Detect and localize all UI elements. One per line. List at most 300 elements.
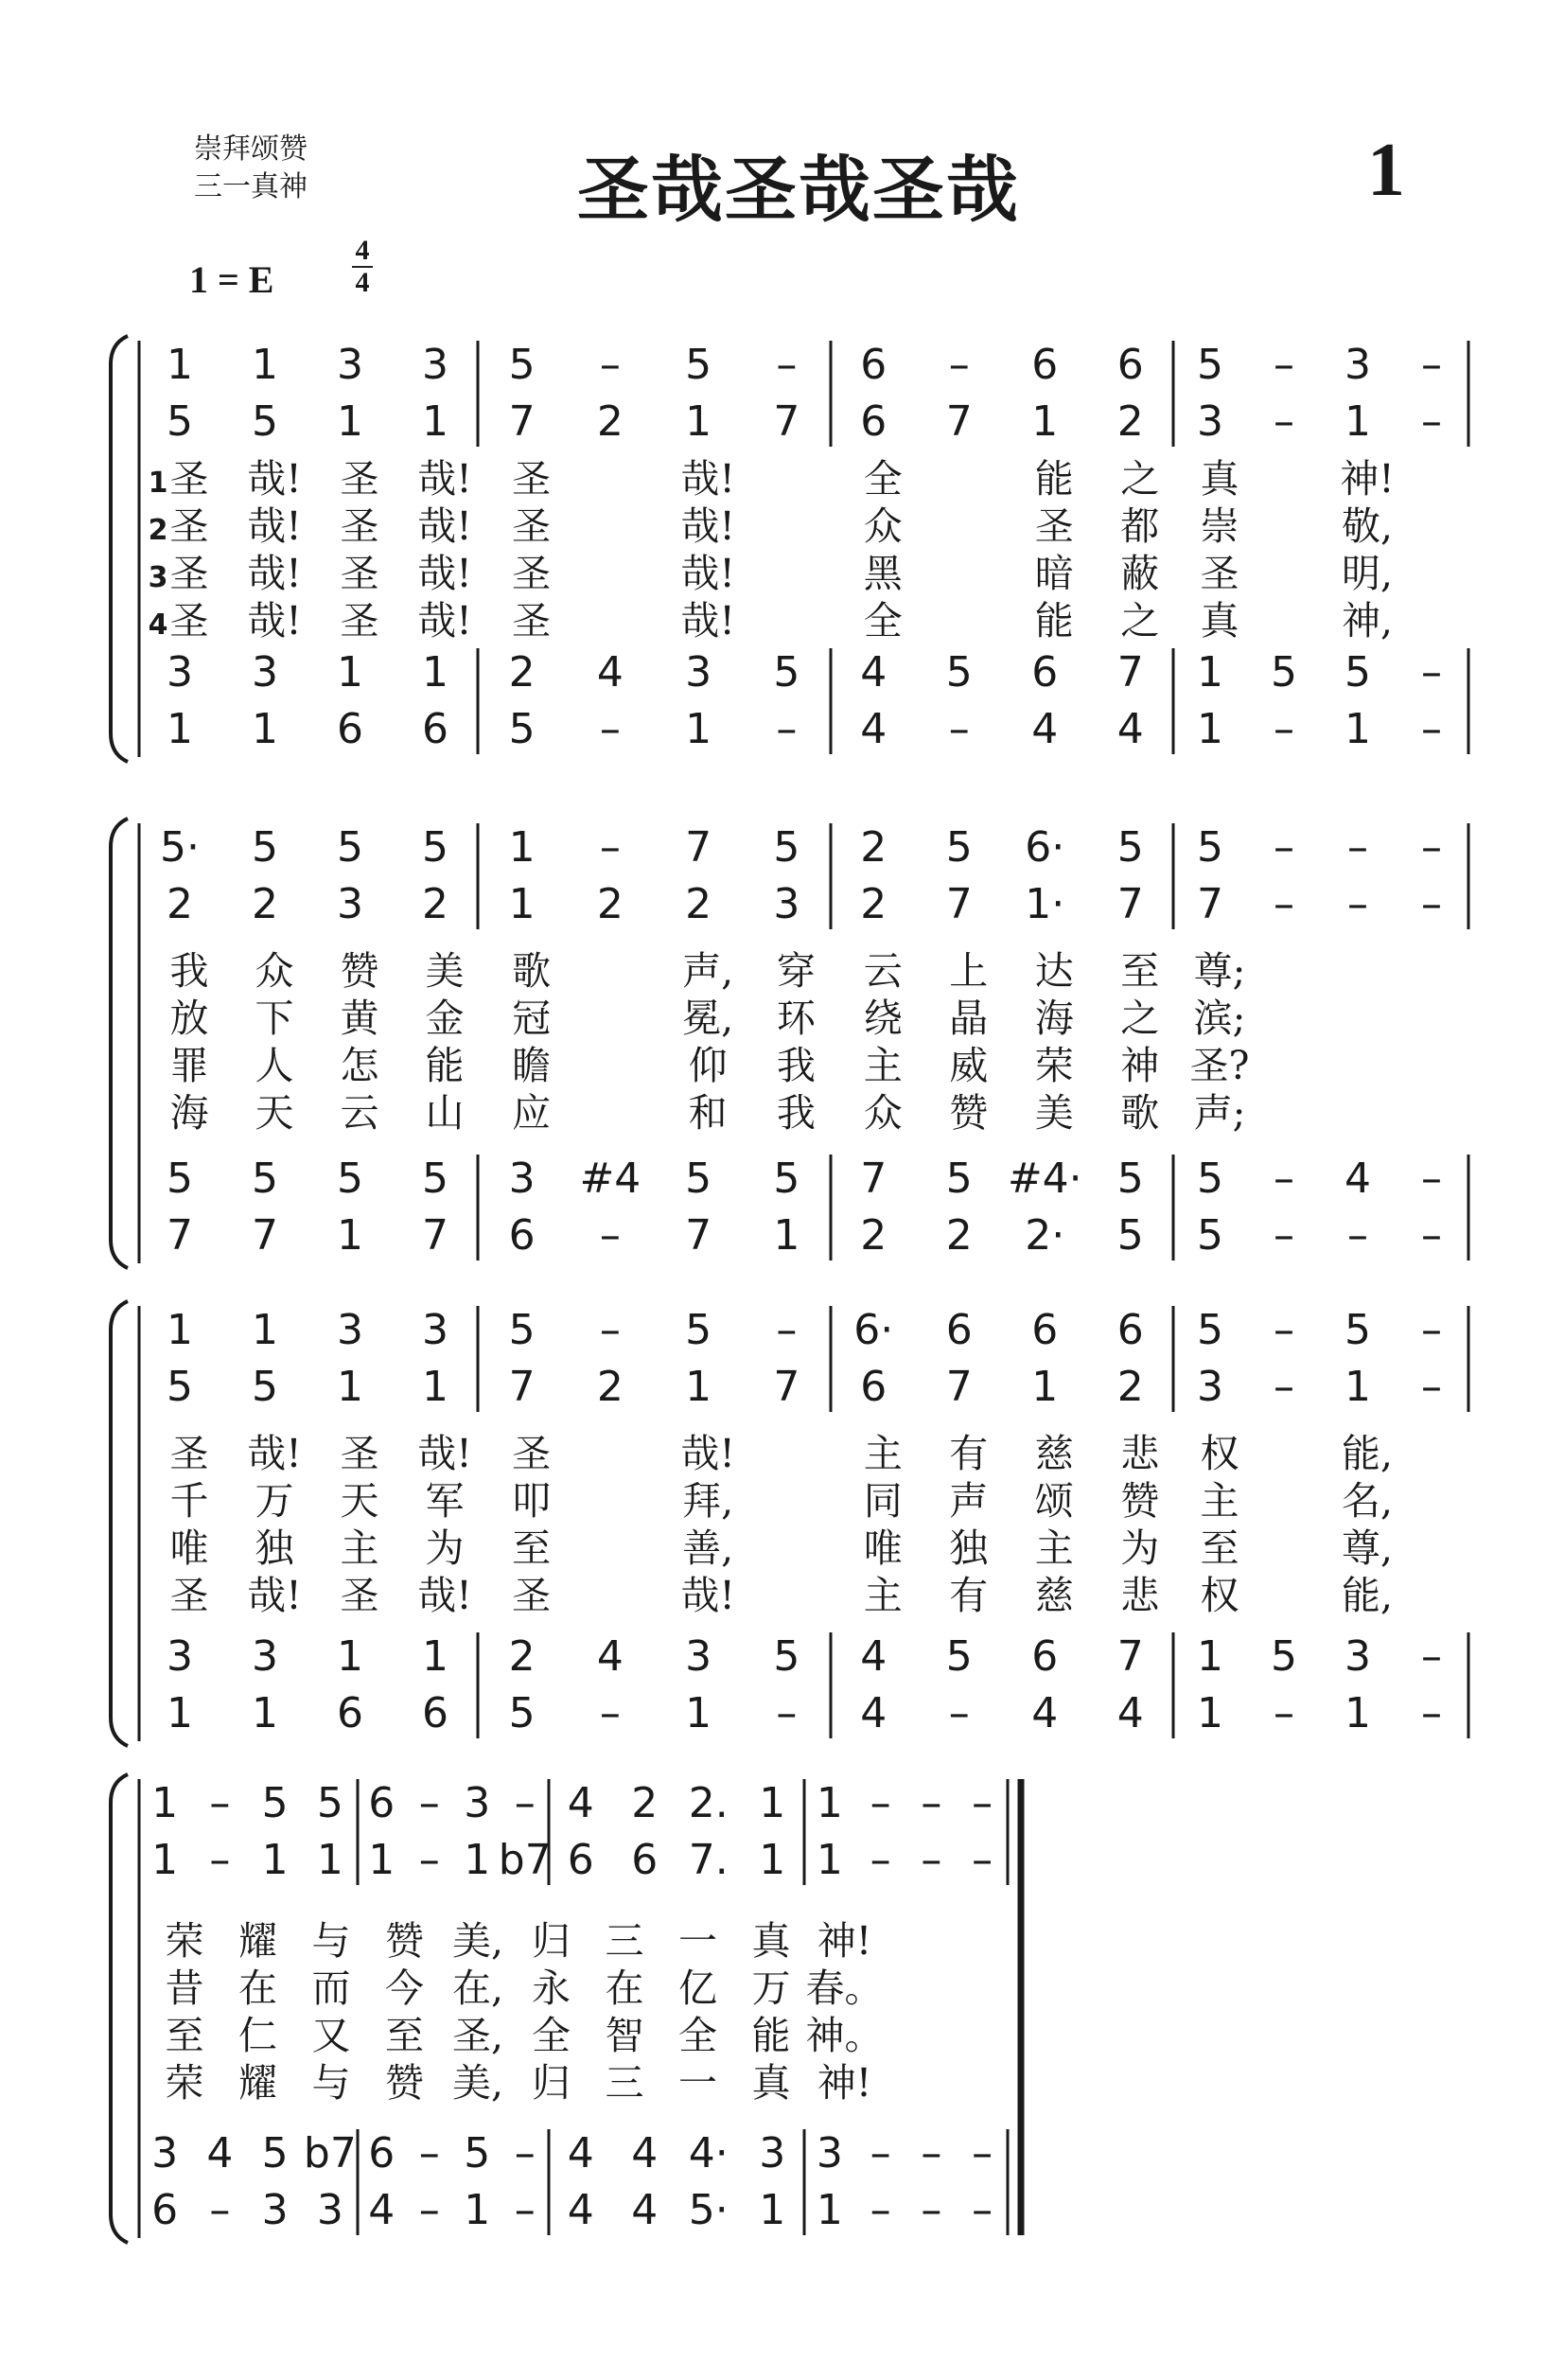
lyric-syllable: 在 (238, 1966, 277, 2011)
lyric-syllable: 歌 (1120, 1090, 1160, 1136)
note-alto: 1 (1031, 1363, 1059, 1411)
note-tenor: 7 (1116, 1632, 1144, 1681)
note-tenor: 1 (422, 648, 448, 696)
lyric-syllable: 圣 (169, 1431, 209, 1476)
note-bass: 6 (422, 705, 448, 753)
lyric-syllable: 众 (255, 948, 294, 994)
system-bracket (111, 1301, 128, 1746)
system-bracket (111, 819, 128, 1268)
lyric-syllable: 归 (532, 1918, 571, 1964)
note-soprano: 5 (252, 823, 278, 872)
lyric-syllable: 圣 (1034, 503, 1074, 549)
note-bass: 2 (860, 1211, 887, 1260)
lyric-syllable: 全 (678, 2013, 717, 2058)
lyric-syllable: 圣 (512, 503, 552, 549)
note-bass: 7 (252, 1211, 278, 1260)
note-alto: – (418, 1836, 440, 1884)
note-bass: – (776, 1689, 798, 1737)
lyric-syllable: 赞 (949, 1090, 989, 1136)
lyric-syllable: 一 (678, 2060, 717, 2106)
note-bass: 1 (1344, 705, 1371, 753)
lyric-syllable: 哉! (417, 456, 472, 502)
note-bass: – (1421, 705, 1442, 753)
lyric-syllable: 环 (776, 996, 816, 1041)
note-alto: 1 (151, 1836, 179, 1884)
lyric-syllable: 放 (169, 996, 209, 1041)
note-bass: – (599, 705, 621, 753)
note-alto: 6 (860, 397, 887, 446)
lyric-syllable: 荣 (165, 2060, 204, 2106)
verse-number: 1 (148, 467, 168, 500)
category-label: 崇拜颂赞 (194, 132, 308, 166)
note-alto: 3 (337, 880, 363, 928)
lyric-syllable: 与 (311, 1918, 351, 1964)
note-tenor: 5 (945, 648, 973, 696)
note-alto: 1 (685, 397, 712, 446)
note-soprano: – (870, 1779, 891, 1827)
note-bass: 5 (1116, 1211, 1144, 1260)
note-soprano: – (1274, 823, 1294, 872)
note-soprano: 6· (1025, 823, 1065, 872)
note-tenor: 3 (252, 648, 278, 696)
note-soprano: 5 (1116, 823, 1144, 872)
lyric-syllable: 尊; (1193, 948, 1246, 994)
time-top: 4 (355, 235, 370, 266)
note-alto: 1 (316, 1836, 343, 1884)
lyric-syllable: 军 (425, 1478, 465, 1524)
lyric-syllable: 哉! (680, 598, 735, 643)
note-bass: – (1274, 1211, 1294, 1260)
note-bass: 1 (167, 1689, 193, 1737)
lyric-syllable: 永 (532, 1966, 571, 2011)
note-tenor: 3 (759, 2129, 786, 2177)
note-tenor: 5 (773, 1632, 800, 1681)
lyric-syllable: 独 (255, 1525, 294, 1571)
note-alto: 7 (1197, 880, 1223, 928)
note-soprano: 1 (816, 1779, 843, 1827)
note-tenor: 3 (252, 1632, 278, 1681)
note-bass: – (209, 2186, 231, 2234)
note-alto: 7 (1116, 880, 1144, 928)
lyric-syllable: 全 (532, 2013, 571, 2058)
note-soprano: – (1421, 823, 1442, 872)
note-alto: – (1421, 1363, 1442, 1411)
lyric-syllable: 哉! (680, 456, 735, 502)
lyric-syllable: 我 (776, 1090, 816, 1136)
note-soprano: 5· (160, 823, 200, 872)
note-soprano: – (1274, 341, 1294, 389)
note-bass: – (776, 705, 798, 753)
note-alto: 6 (631, 1836, 659, 1884)
lyric-syllable: 圣 (340, 551, 379, 596)
lyric-syllable: 赞 (1120, 1478, 1160, 1524)
note-alto: 5 (252, 397, 278, 446)
lyric-syllable: 下 (255, 996, 294, 1041)
lyric-syllable: 明, (1341, 551, 1394, 596)
note-tenor: 5 (1344, 648, 1371, 696)
note-alto: 2 (252, 880, 278, 928)
note-alto: 1 (508, 880, 536, 928)
note-alto: 1 (685, 1363, 712, 1411)
lyric-syllable: 尊, (1341, 1525, 1394, 1571)
lyric-syllable: 都 (1120, 503, 1160, 549)
note-soprano: 5 (1197, 341, 1223, 389)
note-alto: 1 (1344, 1363, 1371, 1411)
lyric-syllable: 声, (682, 948, 734, 994)
note-alto: 7 (773, 397, 800, 446)
lyric-syllable: 之 (1120, 456, 1160, 502)
note-soprano: 6 (1031, 341, 1059, 389)
note-soprano: – (776, 1306, 798, 1354)
note-bass: 4 (1116, 1689, 1144, 1737)
lyric-syllable: 圣 (340, 598, 379, 643)
lyric-syllable: 全 (863, 598, 903, 643)
lyric-syllable: 圣 (512, 551, 552, 596)
note-tenor: 5 (945, 1155, 973, 1203)
lyric-syllable: 荣 (165, 1918, 204, 1964)
note-soprano: 6· (853, 1306, 894, 1354)
note-alto: 7. (688, 1836, 729, 1884)
note-tenor: 4 (567, 2129, 594, 2177)
note-alto: 6 (567, 1836, 594, 1884)
note-alto: 2 (1116, 397, 1144, 446)
note-soprano: 5 (422, 823, 448, 872)
note-alto: b7 (498, 1836, 552, 1884)
note-soprano: 3 (1344, 341, 1371, 389)
lyric-syllable: 三 (605, 2060, 644, 2106)
note-tenor: 4 (860, 1632, 887, 1681)
lyric-syllable: 拜, (682, 1478, 734, 1524)
note-tenor: – (1274, 1155, 1294, 1203)
lyric-syllable: 能, (1341, 1573, 1394, 1618)
lyric-syllable: 昔 (165, 1966, 204, 2011)
note-bass: 1 (685, 1689, 712, 1737)
note-alto: 3 (773, 880, 800, 928)
lyric-syllable: 哉! (247, 1573, 302, 1618)
lyric-syllable: 耀 (238, 1918, 277, 1964)
note-tenor: 6 (368, 2129, 395, 2177)
lyric-syllable: 至 (385, 2013, 424, 2058)
lyric-syllable: 美 (425, 948, 465, 994)
note-soprano: – (1347, 823, 1368, 872)
note-alto: 3 (1197, 397, 1223, 446)
note-tenor: 1 (422, 1632, 448, 1681)
note-soprano: – (972, 1779, 993, 1827)
lyric-syllable: 瞻 (512, 1043, 552, 1088)
lyric-syllable: 亿 (678, 1966, 717, 2011)
lyric-syllable: 我 (169, 948, 209, 994)
note-bass: 6 (508, 1211, 536, 1260)
note-alto: 1 (337, 397, 363, 446)
lyric-syllable: 敬, (1341, 503, 1394, 549)
note-alto: 2 (596, 880, 624, 928)
lyric-syllable: 哉! (247, 1431, 302, 1476)
lyric-syllable: 能 (1034, 598, 1074, 643)
note-bass: 3 (261, 2186, 289, 2234)
lyric-syllable: 天 (255, 1090, 294, 1136)
lyric-syllable: 赞 (385, 1918, 424, 1964)
lyric-syllable: 圣 (340, 456, 379, 502)
lyric-syllable: 绕 (863, 996, 903, 1041)
note-soprano: 3 (464, 1779, 491, 1827)
note-tenor: 1 (1197, 1632, 1223, 1681)
lyric-syllable: 一 (678, 1918, 717, 1964)
note-soprano: 5 (261, 1779, 289, 1827)
note-alto: – (1347, 880, 1368, 928)
lyric-syllable: 圣 (169, 551, 209, 596)
note-tenor: 4 (596, 1632, 624, 1681)
lyric-syllable: 能 (1034, 456, 1074, 502)
note-alto: – (1274, 880, 1294, 928)
note-alto: 7 (508, 1363, 536, 1411)
note-bass: – (972, 2186, 993, 2234)
note-soprano: – (599, 1306, 621, 1354)
note-alto: 7 (945, 1363, 973, 1411)
note-bass: 1 (1344, 1689, 1371, 1737)
note-alto: 7 (773, 1363, 800, 1411)
lyric-syllable: 哉! (680, 1573, 735, 1618)
lyric-syllable: 与 (311, 2060, 351, 2106)
lyric-syllable: 慈 (1034, 1573, 1074, 1618)
note-bass: 4 (631, 2186, 659, 2234)
note-alto: 2 (596, 397, 624, 446)
lyric-syllable: 真 (1200, 456, 1239, 502)
note-bass: – (948, 705, 970, 753)
note-bass: – (514, 2186, 536, 2234)
note-bass: 7 (685, 1211, 712, 1260)
lyric-syllable: 仰 (688, 1043, 728, 1088)
note-tenor: 5 (337, 1155, 363, 1203)
lyric-syllable: 美 (1034, 1090, 1074, 1136)
note-alto: – (921, 1836, 942, 1884)
lyric-syllable: 同 (863, 1478, 903, 1524)
note-alto: 2 (1116, 1363, 1144, 1411)
note-tenor: 5 (261, 2129, 289, 2177)
note-tenor: 1 (337, 648, 363, 696)
note-tenor: – (870, 2129, 891, 2177)
note-bass: 6 (151, 2186, 179, 2234)
lyric-syllable: 圣 (169, 1573, 209, 1618)
note-bass: 1 (685, 705, 712, 753)
lyric-syllable: 金 (425, 996, 465, 1041)
lyric-syllable: 冠 (512, 996, 552, 1041)
note-soprano: – (599, 341, 621, 389)
lyric-syllable: 今 (385, 1966, 424, 2011)
lyric-syllable: 之 (1120, 598, 1160, 643)
lyric-syllable: 悲 (1120, 1573, 1160, 1618)
note-bass: 1 (1197, 705, 1223, 753)
note-alto: 7 (945, 397, 973, 446)
note-soprano: 3 (337, 1306, 363, 1354)
note-tenor: – (972, 2129, 993, 2177)
note-alto: 1· (1025, 880, 1065, 928)
note-tenor: 3 (167, 1632, 193, 1681)
note-bass: 4 (567, 2186, 594, 2234)
note-bass: 5 (508, 1689, 536, 1737)
note-alto: 1 (1031, 397, 1059, 446)
note-alto: 1 (368, 1836, 395, 1884)
lyric-syllable: 神! (1340, 456, 1395, 502)
note-tenor: #4· (1007, 1155, 1082, 1203)
note-bass: 1 (252, 705, 278, 753)
lyric-syllable: 哉! (247, 598, 302, 643)
lyric-syllable: 又 (311, 2013, 351, 2058)
lyric-syllable: 之 (1120, 996, 1160, 1041)
note-soprano: – (776, 341, 798, 389)
note-tenor: 4 (206, 2129, 234, 2177)
note-tenor: #4 (579, 1155, 641, 1203)
lyric-syllable: 春。 (805, 1966, 884, 2011)
note-bass: 4 (368, 2186, 395, 2234)
note-soprano: 2. (688, 1779, 729, 1827)
lyric-syllable: 有 (949, 1431, 989, 1476)
note-soprano: 5 (685, 1306, 712, 1354)
lyric-syllable: 权 (1200, 1573, 1239, 1618)
note-tenor: 3 (508, 1155, 536, 1203)
lyric-syllable: 穿 (776, 948, 816, 994)
lyric-syllable: 声 (949, 1478, 989, 1524)
note-tenor: – (418, 2129, 440, 2177)
lyric-syllable: 至 (512, 1525, 552, 1571)
note-alto: 7 (945, 880, 973, 928)
note-alto: – (1274, 1363, 1294, 1411)
note-soprano: 6 (368, 1779, 395, 1827)
note-alto: – (1274, 397, 1294, 446)
lyric-syllable: 唯 (169, 1525, 209, 1571)
note-bass: 5 (1197, 1211, 1223, 1260)
note-bass: 5 (508, 705, 536, 753)
note-alto: 7 (508, 397, 536, 446)
note-soprano: 4 (567, 1779, 594, 1827)
lyric-syllable: 和 (688, 1090, 728, 1136)
lyric-syllable: 唯 (863, 1525, 903, 1571)
note-alto: 5 (167, 397, 193, 446)
lyric-syllable: 在 (605, 1966, 644, 2011)
system-bracket (111, 1774, 128, 2243)
note-tenor: 5 (1271, 1632, 1297, 1681)
note-alto: 2 (167, 880, 193, 928)
lyric-syllable: 哉! (680, 1431, 735, 1476)
lyric-syllable: 威 (949, 1043, 989, 1088)
note-alto: 3 (1197, 1363, 1223, 1411)
lyric-syllable: 权 (1200, 1431, 1239, 1476)
lyric-syllable: 圣 (340, 503, 379, 549)
lyric-syllable: 至 (1120, 948, 1160, 994)
lyric-syllable: 能 (751, 2013, 791, 2058)
note-tenor: 7 (1116, 648, 1144, 696)
note-bass: 5· (688, 2186, 729, 2234)
lyric-syllable: 哉! (680, 551, 735, 596)
note-soprano: 5 (508, 1306, 536, 1354)
note-tenor: b7 (303, 2129, 357, 2177)
note-soprano: – (1421, 1306, 1442, 1354)
note-bass: 6 (337, 705, 363, 753)
lyric-syllable: 达 (1034, 948, 1074, 994)
lyric-syllable: 晶 (949, 996, 989, 1041)
page-title: 圣哉圣哉圣哉 (577, 148, 1020, 232)
lyric-syllable: 能, (1341, 1431, 1394, 1476)
lyric-syllable: 圣 (169, 598, 209, 643)
lyric-syllable: 主 (340, 1525, 379, 1571)
note-bass: 1 (773, 1211, 800, 1260)
note-tenor: – (1421, 1155, 1442, 1203)
note-tenor: – (921, 2129, 942, 2177)
lyric-syllable: 海 (169, 1090, 209, 1136)
lyric-syllable: 美, (451, 2060, 504, 2106)
lyric-syllable: 圣 (512, 598, 552, 643)
note-soprano: – (921, 1779, 942, 1827)
lyric-syllable: 智 (605, 2013, 644, 2058)
note-tenor: 5 (1116, 1155, 1144, 1203)
note-soprano: 1 (508, 823, 536, 872)
lyric-syllable: 圣 (340, 1431, 379, 1476)
note-alto: 2 (860, 880, 887, 928)
verse-number: 3 (148, 561, 168, 594)
note-soprano: 6 (945, 1306, 973, 1354)
note-bass: – (1274, 705, 1294, 753)
lyric-syllable: 圣 (512, 1573, 552, 1618)
note-soprano: 5 (508, 341, 536, 389)
note-soprano: 5 (1197, 823, 1223, 872)
note-tenor: 5 (1271, 648, 1297, 696)
lyric-syllable: 仁 (238, 2013, 277, 2058)
lyric-syllable: 名, (1341, 1478, 1394, 1524)
note-soprano: 1 (167, 1306, 193, 1354)
note-bass: 1 (167, 705, 193, 753)
note-tenor: 2 (508, 1632, 536, 1681)
lyric-syllable: 至 (1200, 1525, 1239, 1571)
note-soprano: 5 (945, 823, 973, 872)
note-soprano: 2 (860, 823, 887, 872)
note-soprano: – (418, 1779, 440, 1827)
note-soprano: – (1274, 1306, 1294, 1354)
lyric-syllable: 怎 (340, 1043, 379, 1088)
note-alto: 2 (685, 880, 712, 928)
lyric-syllable: 而 (311, 1966, 351, 2011)
lyric-syllable: 哉! (417, 503, 472, 549)
lyric-syllable: 圣 (169, 503, 209, 549)
note-bass: – (1421, 1689, 1442, 1737)
lyric-syllable: 黑 (863, 551, 903, 596)
note-soprano: 5 (1197, 1306, 1223, 1354)
lyric-syllable: 我 (776, 1043, 816, 1088)
note-tenor: 3 (816, 2129, 843, 2177)
lyric-syllable: 主 (863, 1043, 903, 1088)
note-alto: 1 (816, 1836, 843, 1884)
note-tenor: 5 (1197, 1155, 1223, 1203)
note-alto: – (1421, 397, 1442, 446)
note-bass: 3 (316, 2186, 343, 2234)
note-tenor: 1 (337, 1632, 363, 1681)
note-alto: – (1421, 880, 1442, 928)
lyric-syllable: 千 (169, 1478, 209, 1524)
note-alto: 6 (860, 1363, 887, 1411)
note-tenor: 4 (860, 648, 887, 696)
note-alto: 5 (252, 1363, 278, 1411)
note-tenor: 5 (167, 1155, 193, 1203)
note-soprano: 5 (337, 823, 363, 872)
lyric-syllable: 众 (863, 1090, 903, 1136)
note-alto: 2 (422, 880, 448, 928)
lyric-syllable: 为 (1120, 1525, 1160, 1571)
note-tenor: 3 (1344, 1632, 1371, 1681)
note-tenor: 3 (167, 648, 193, 696)
lyric-syllable: 云 (340, 1090, 379, 1136)
note-tenor: 5 (945, 1632, 973, 1681)
note-alto: 2 (596, 1363, 624, 1411)
note-soprano: 1 (759, 1779, 786, 1827)
lyric-syllable: 神! (817, 1918, 872, 1964)
